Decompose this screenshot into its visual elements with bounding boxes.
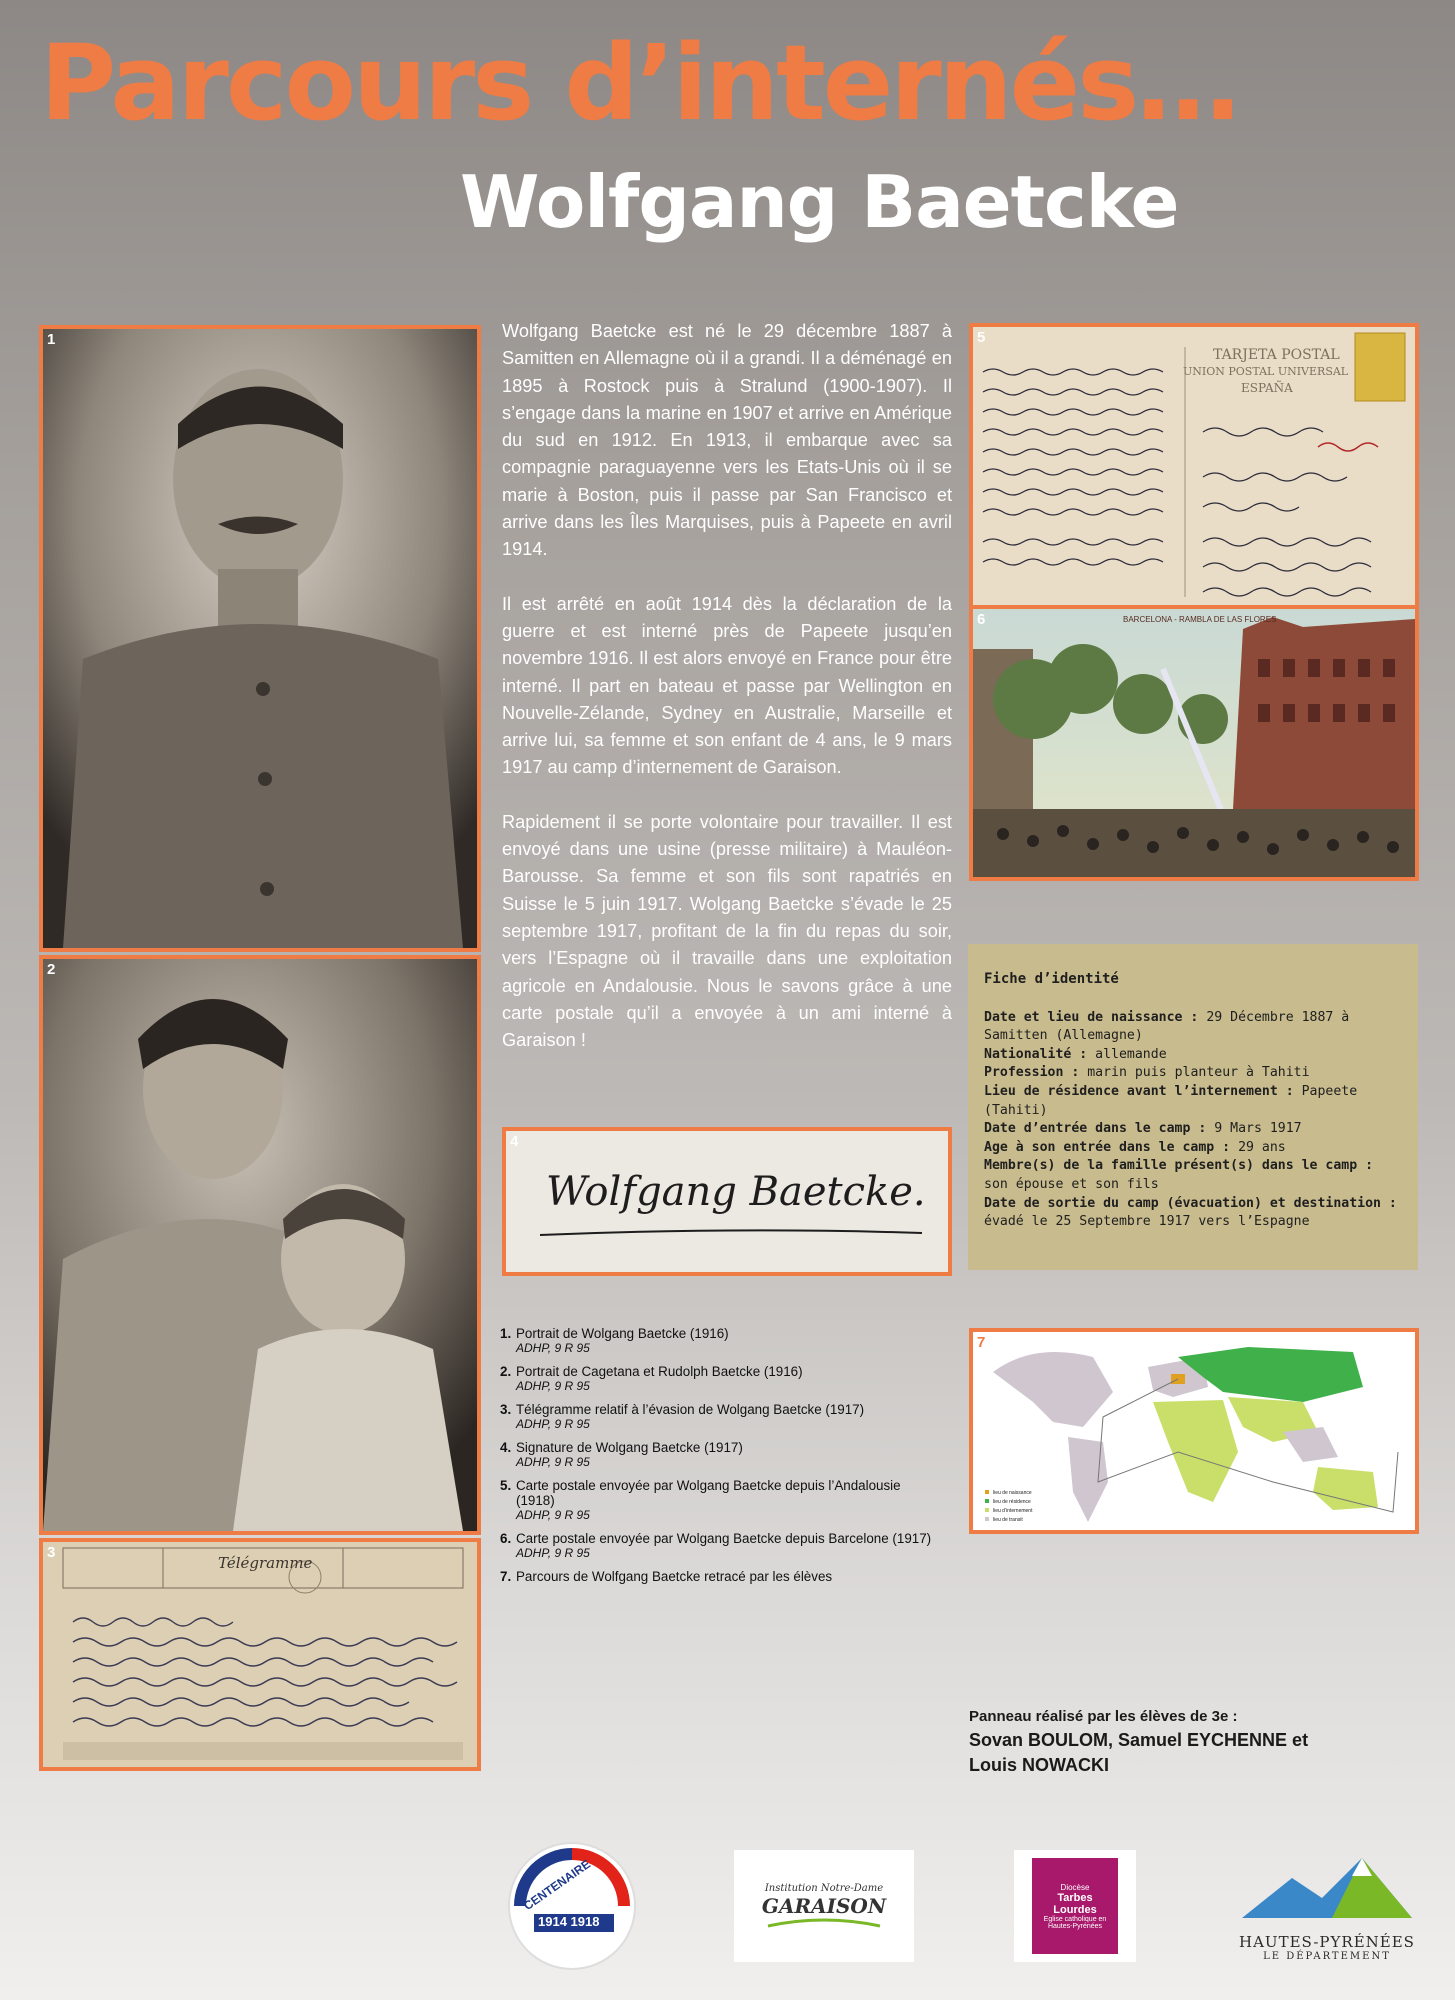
figure-number: 1 (47, 331, 56, 348)
caption-item: 1. Portrait de Wolgang Baetcke (1916) ADHP, 9 R 95 (500, 1326, 729, 1355)
identity-birth: Date et lieu de naissance : 29 Décembre 1887 à Samitten (Allemagne) (984, 1009, 1350, 1044)
identity-age: Age à son entrée dans le camp : 29 ans (984, 1139, 1286, 1155)
identity-residence: Lieu de résidence avant l’internement : Papeete (Tahiti) (984, 1083, 1358, 1118)
figure-number: 4 (510, 1133, 519, 1150)
hautes-pyrenees-logo (1232, 1848, 1422, 1968)
biography-paragraph: Rapidement il se porte volontaire pour travailler. Il est envoyé dans une usine (presse militaire) à Mauléon-Barousse. Sa femme et son fils sont rapatriés en Suisse le 5 juin 1917. Wolgang Baetcke s’évade le 25 septembre 1917, profitant de la fin du repas du soir, vers l’Espagne où il travaille dans une exploitation agricole en Andalousie. Nous le savons grâce à une carte postale qu’il a envoyée à un ami interné à Garaison ! (502, 811, 952, 1051)
world-map (973, 1332, 1415, 1530)
telegram-heading: Télégramme (218, 1554, 313, 1572)
signature-text: Wolfgang Baetcke. (546, 1169, 926, 1215)
figure-number: 2 (47, 961, 56, 978)
figure-postcard-andalousie (969, 323, 1419, 609)
postcard-country: ESPAÑA (1241, 381, 1293, 395)
credits (969, 1708, 1389, 1778)
identity-nationality: Nationalité : allemande (984, 1046, 1167, 1062)
credits-names-line1: Sovan BOULOM, Samuel EYCHENNE et (969, 1730, 1309, 1750)
tarbes-bottom: Eglise catholique en Hautes-Pyrénées (1043, 1915, 1107, 1930)
caption-item: 6. Carte postale envoyée par Wolgang Baetcke depuis Barcelone (1917) ADHP, 9 R 95 (500, 1531, 932, 1560)
figure-signature (502, 1127, 952, 1276)
portrait-illustration (43, 329, 477, 948)
credits-lead: Panneau réalisé par les élèves de 3e : (969, 1708, 1238, 1725)
page-title: Parcours d’internés… (40, 22, 1238, 144)
biography-paragraph: Il est arrêté en août 1914 dès la déclaration de la guerre et est interné près de Papeete jusqu’en novembre 1916. Il est alors envoyé en France pour être interné. Il part en bateau et passe par Wellington en Nouvelle-Zélande, Sydney en Australie, Marseille et arrive lui, sa femme et son enfant de 4 ans, le 9 mars 1917 au camp d’internement de Garaison. (502, 593, 952, 778)
tarbes-mid: Tarbes Lourdes (1053, 1891, 1097, 1916)
map-legend-item: lieu de transit (993, 1517, 1023, 1523)
biography-text (502, 318, 952, 1081)
garaison-small: Institution Notre-Dame (764, 1882, 884, 1894)
identity-profession: Profession : marin puis planteur à Tahiti (984, 1065, 1310, 1081)
garaison-swoosh-icon (764, 1918, 884, 1930)
map-legend-item: lieu de résidence (993, 1499, 1031, 1505)
portrait-photo (43, 329, 477, 948)
hp-name: HAUTES-PYRÉNÉES (1239, 1933, 1415, 1951)
figure-number: 7 (977, 1334, 986, 1351)
biography-paragraph: Wolfgang Baetcke est né le 29 décembre 1887 à Samitten en Allemagne où il a grandi. Il a déménagé en 1895 à Rostock puis à Stralund (1900-1907). Il s’engage dans la marine en 1907 et arrive en Amérique du sud en 1912. En 1913, il embarque avec sa compagnie paraguayenne vers les Etats-Unis où il se marie à Boston, puis il passe par San Francisco et arrive dans les Îles Marquises, puis à Papeete en avril 1914. (502, 321, 952, 560)
barcelona-illustration (973, 609, 1415, 877)
identity-exit: Date de sortie du camp (évacuation) et destination : évadé le 25 Septembre 1917 vers l’Espagne (984, 1195, 1397, 1230)
identity-entry-date: Date d’entrée dans le camp : 9 Mars 1917 (984, 1121, 1302, 1137)
centenaire-word: CENTENAIRE (521, 1856, 593, 1914)
figure-portrait-mother-child (39, 955, 481, 1535)
caption-item: 3. Télégramme relatif à l’évasion de Wolgang Baetcke (1917) ADHP, 9 R 95 (500, 1402, 865, 1431)
garaison-logo (734, 1850, 914, 1962)
tarbes-lourdes-logo (1014, 1850, 1136, 1962)
mother-child-illustration (43, 959, 477, 1531)
garaison-name: GARAISON (761, 1893, 887, 1918)
identity-family: Membre(s) de la famille présent(s) dans le camp : son épouse et son fils (984, 1158, 1374, 1192)
telegram-illustration (43, 1542, 477, 1767)
postcard-header: TARJETA POSTAL (1213, 347, 1340, 363)
hp-sub: LE DÉPARTEMENT (1263, 1951, 1391, 1962)
map-legend-item: lieu de naissance (993, 1490, 1032, 1496)
figure-telegram (39, 1538, 481, 1771)
page-subtitle: Wolfgang Baetcke (460, 160, 1179, 244)
figure-captions (500, 1326, 940, 1593)
centenaire-logo (510, 1844, 634, 1968)
figure-number: 6 (977, 611, 986, 628)
caption-item: 5. Carte postale envoyée par Wolgang Baetcke depuis l’Andalousie (1918) ADHP, 9 R 95 (500, 1478, 901, 1522)
credits-names-line2: Louis NOWACKI (969, 1755, 1109, 1775)
mountain-icon (1232, 1848, 1422, 1928)
identity-card (968, 944, 1418, 1270)
caption-item: 2. Portrait de Cagetana et Rudolph Baetcke (1916) ADHP, 9 R 95 (500, 1364, 803, 1393)
signature-underline (536, 1223, 926, 1243)
barcelona-caption: BARCELONA - RAMBLA DE LAS FLORES (1123, 615, 1277, 624)
postcard-header-2: UNION POSTAL UNIVERSAL (1183, 365, 1349, 378)
figure-postcard-barcelona (969, 605, 1419, 881)
centenaire-years: 1914 1918 (538, 1914, 600, 1929)
caption-item: 7. Parcours de Wolfgang Baetcke retracé par les élèves (500, 1569, 833, 1584)
figure-number: 3 (47, 1544, 56, 1561)
figure-route-map (969, 1328, 1419, 1534)
figure-portrait-wolfgang (39, 325, 481, 952)
tarbes-top: Diocèse (1060, 1882, 1090, 1892)
figure-number: 5 (977, 329, 986, 346)
map-legend-item: lieu d’internement (993, 1508, 1033, 1514)
caption-item: 4. Signature de Wolgang Baetcke (1917) ADHP, 9 R 95 (500, 1440, 743, 1469)
identity-title: Fiche d’identité (984, 971, 1119, 987)
